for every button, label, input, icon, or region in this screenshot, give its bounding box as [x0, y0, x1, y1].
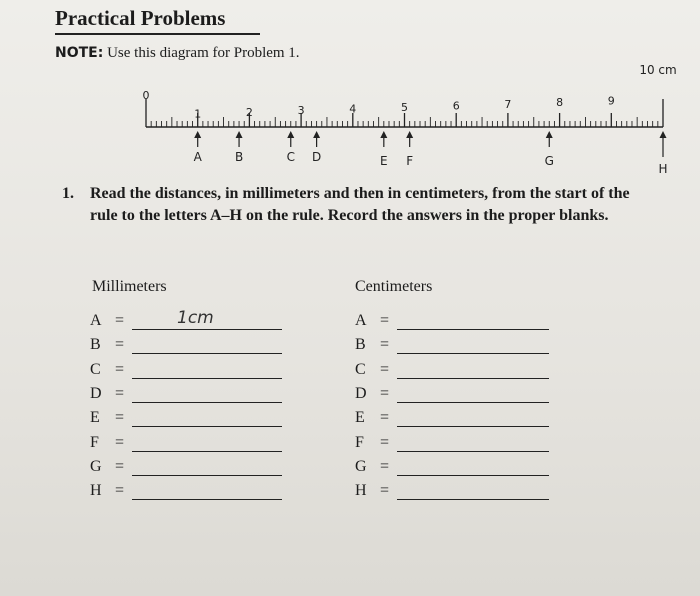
ruler-letter-h: H	[658, 162, 668, 176]
equals-sign: =	[115, 385, 125, 402]
ruler-letter-e: E	[380, 154, 388, 168]
ruler-letter-b: B	[234, 150, 244, 164]
mm-blank-a[interactable]	[132, 329, 282, 330]
row-letter: E	[355, 409, 365, 426]
equals-sign: =	[380, 312, 390, 329]
mm-blank-h[interactable]	[132, 499, 282, 500]
cm-column-header: Centimeters	[355, 278, 433, 295]
row-letter: D	[90, 385, 102, 402]
arrow-head-c	[287, 131, 294, 138]
equals-sign: =	[115, 361, 125, 378]
ruler-diagram	[0, 55, 700, 185]
arrow-head-a	[194, 131, 201, 138]
equals-sign: =	[115, 409, 125, 426]
equals-sign: =	[115, 434, 125, 451]
equals-sign: =	[380, 361, 390, 378]
mm-answer-a: 1cm	[177, 308, 214, 328]
page-title: Practical Problems	[55, 6, 226, 30]
equals-sign: =	[380, 336, 390, 353]
equals-sign: =	[380, 385, 390, 402]
row-letter: E	[90, 409, 100, 426]
arrow-head-e	[380, 131, 387, 138]
cm-blank-e[interactable]	[397, 426, 549, 427]
row-letter: A	[90, 312, 102, 329]
equals-sign: =	[115, 312, 125, 329]
equals-sign: =	[115, 482, 125, 499]
mm-blank-e[interactable]	[132, 426, 282, 427]
row-letter: A	[355, 312, 367, 329]
equals-sign: =	[380, 482, 390, 499]
mm-blank-f[interactable]	[132, 451, 282, 452]
mm-blank-g[interactable]	[132, 475, 282, 476]
cm-blank-f[interactable]	[397, 451, 549, 452]
ruler-number-2: 2	[245, 105, 253, 119]
equals-sign: =	[115, 336, 125, 353]
row-letter: G	[90, 458, 102, 475]
equals-sign: =	[380, 458, 390, 475]
cm-blank-b[interactable]	[397, 353, 549, 354]
row-letter: D	[355, 385, 367, 402]
row-letter: F	[355, 434, 364, 451]
equals-sign: =	[115, 458, 125, 475]
ruler-letter-a: A	[193, 150, 202, 164]
row-letter: C	[90, 361, 101, 378]
equals-sign: =	[380, 409, 390, 426]
row-letter: H	[90, 482, 102, 499]
row-letter: B	[355, 336, 366, 353]
ruler-number-8: 8	[556, 96, 564, 110]
ruler-number-1: 1	[194, 107, 202, 121]
row-letter: G	[355, 458, 367, 475]
mm-blank-d[interactable]	[132, 402, 282, 403]
ruler-letter-f: F	[406, 154, 414, 168]
ruler-number-9: 9	[607, 94, 615, 108]
ruler-unit-label: 10 cm	[639, 63, 677, 77]
cm-blank-g[interactable]	[397, 475, 549, 476]
row-letter: F	[90, 434, 99, 451]
mm-blank-c[interactable]	[132, 378, 282, 379]
ruler-svg	[0, 55, 700, 185]
cm-blank-a[interactable]	[397, 329, 549, 330]
ruler-number-6: 6	[452, 99, 460, 113]
row-letter: H	[355, 482, 367, 499]
ruler-letter-g: G	[544, 154, 554, 168]
arrow-head-h	[660, 131, 667, 138]
ruler-number-0: 0	[142, 89, 150, 102]
ruler-number-3: 3	[297, 104, 305, 118]
cm-blank-c[interactable]	[397, 378, 549, 379]
ruler-number-5: 5	[401, 101, 408, 114]
arrow-head-f	[406, 131, 413, 138]
row-letter: C	[355, 361, 366, 378]
arrow-head-d	[313, 131, 320, 138]
note-text: Use this diagram for Problem 1.	[103, 45, 300, 61]
cm-blank-d[interactable]	[397, 402, 549, 403]
ruler-letter-c: C	[286, 150, 295, 164]
row-letter: B	[90, 336, 101, 353]
ruler-letter-d: D	[311, 150, 322, 164]
ruler-number-4: 4	[349, 102, 357, 116]
mm-blank-b[interactable]	[132, 353, 282, 354]
arrow-head-b	[236, 131, 243, 138]
problem-text: Read the distances, in millimeters and then in centimeters, from the start of the rule to the letters A–H on the rule. Record the answers in the proper blanks.	[90, 185, 630, 224]
mm-column-header: Millimeters	[92, 278, 167, 295]
cm-blank-h[interactable]	[397, 499, 549, 500]
title-underline	[55, 33, 260, 35]
ruler-number-7: 7	[504, 97, 512, 111]
arrow-head-g	[546, 131, 553, 138]
equals-sign: =	[380, 434, 390, 451]
problem-number: 1.	[62, 185, 74, 202]
note-label: NOTE:	[55, 45, 104, 61]
